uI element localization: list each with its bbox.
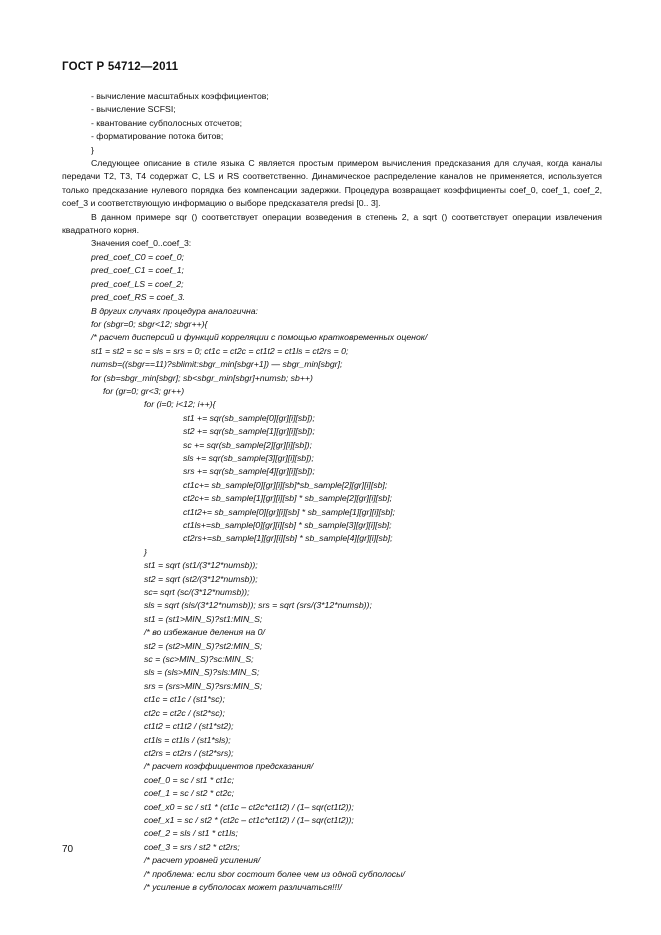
code-line: ct2rs+=sb_sample[1][gr][i][sb] * sb_sample[4][gr][i][sb]; bbox=[183, 533, 393, 544]
code-line: pred_coef_LS = coef_2; bbox=[91, 278, 184, 289]
code-line: /* усиление в субполосах может различаться!!!/ bbox=[144, 881, 342, 892]
code-line: } bbox=[144, 546, 147, 557]
code-line: srs = (srs>MIN_S)?srs:MIN_S; bbox=[144, 680, 263, 691]
page-body bbox=[62, 90, 602, 894]
code-line: ct2c = ct2c / (st2*sc); bbox=[144, 707, 225, 718]
code-line: pred_coef_RS = coef_3. bbox=[91, 292, 185, 303]
code-line: st1 = (st1>MIN_S)?st1:MIN_S; bbox=[144, 613, 263, 624]
code-line: st1 += sqr(sb_sample[0][gr][i][sb]); bbox=[183, 412, 315, 423]
code-line: st2 += sqr(sb_sample[1][gr][i][sb]); bbox=[183, 426, 315, 437]
code-line: ct1ls+=sb_sample[0][gr][i][sb] * sb_sample[3][gr][i][sb]; bbox=[183, 520, 392, 530]
code-line: В других случаях процедура аналогична: bbox=[91, 305, 258, 316]
code-line: st2 = sqrt (st2/(3*12*numsb)); bbox=[144, 573, 258, 584]
code-line: sls = sqrt (sls/(3*12*numsb)); srs = sqrt (srs/(3*12*numsb)); bbox=[144, 600, 372, 611]
code-line: ct1c = ct1c / (st1*sc); bbox=[144, 694, 225, 705]
code-line: for (sbgr=0; sbgr<12; sbgr++){ bbox=[91, 318, 208, 329]
code-line: coef_0 = sc / st1 * ct1c; bbox=[144, 774, 235, 785]
code-line: sls += sqr(sb_sample[3][gr][i][sb]); bbox=[183, 452, 314, 463]
code-line: st1 = sqrt (st1/(3*12*numsb)); bbox=[144, 560, 258, 571]
code-line: coef_1 = sc / st2 * ct2c; bbox=[144, 788, 235, 799]
list-item: } bbox=[91, 144, 94, 155]
code-listing bbox=[62, 237, 602, 894]
code-line: sls = (sls>MIN_S)?sls:MIN_S; bbox=[144, 667, 260, 678]
code-line: st2 = (st2>MIN_S)?st2:MIN_S; bbox=[144, 640, 263, 651]
code-line: coef_2 = sls / st1 * ct1ls; bbox=[144, 828, 238, 839]
code-line: srs += sqr(sb_sample[4][gr][i][sb]); bbox=[183, 466, 315, 477]
list-item: - квантование субполосных отсчетов; bbox=[91, 117, 243, 128]
code-line: pred_coef_C1 = coef_1; bbox=[91, 265, 184, 276]
page-number: 70 bbox=[62, 844, 74, 855]
code-line: ct1t2 = ct1t2 / (st1*st2); bbox=[144, 721, 234, 732]
code-line: ct1ls = ct1ls / (st1*sls); bbox=[144, 734, 231, 745]
paragraph-sqr-note: В данном примере sqr () соответствует операции возведения в степень 2, а sqrt () соответствует операции извлечения квадратного корня. bbox=[62, 211, 602, 236]
code-line: sc= sqrt (sc/(3*12*numsb)); bbox=[144, 587, 250, 598]
list-item: - вычисление SCFSI; bbox=[91, 104, 176, 115]
code-line: /* расчет уровней усиления/ bbox=[144, 855, 261, 866]
code-line: sc += sqr(sb_sample[2][gr][i][sb]); bbox=[183, 439, 312, 450]
code-line: /* расчет дисперсий и функций корреляции с помощью кратковременных оценок/ bbox=[91, 332, 428, 343]
code-line: ct1c+= sb_sample[0][gr][i][sb]*sb_sample[2][gr][i][sb]; bbox=[183, 479, 388, 490]
code-line: sc = (sc>MIN_S)?sc:MIN_S; bbox=[144, 654, 254, 665]
code-line: coef_3 = srs / st2 * ct2rs; bbox=[144, 841, 240, 852]
code-line: ct2c+= sb_sample[1][gr][i][sb] * sb_sample[2][gr][i][sb]; bbox=[183, 493, 393, 504]
code-line: for (i=0; i<12; i++){ bbox=[144, 399, 216, 410]
list-item: - вычисление масштабных коэффициентов; bbox=[91, 91, 269, 101]
code-line: coef_x1 = sc / st2 * (ct2c – ct1c*ct1t2) / (1– sqr(ct1t2)); bbox=[144, 814, 354, 825]
code-line: numsb=((sbgr==11)?sblimit:sbgr_min[sbgr+1]) — sbgr_min[sbgr]; bbox=[91, 359, 343, 370]
code-line: for (gr=0; gr<3; gr++) bbox=[103, 385, 185, 396]
code-line: pred_coef_C0 = coef_0; bbox=[91, 251, 184, 262]
step-list bbox=[62, 90, 602, 157]
code-line: ct1t2+= sb_sample[0][gr][i][sb] * sb_sample[1][gr][i][sb]; bbox=[183, 506, 395, 517]
paragraph-description: Следующее описание в стиле языка C является простым примером вычисления предсказания для случая, когда каналы передачи T2, T3, T4 содержат C, LS и RS соответственно. Динамическое распределение каналов не применяется, используется только предсказание нулевого порядка без компенсации задержки. Процедура возвращает коэффициенты coef_0, coef_1, coef_2, coef_3 и соответствующую информацию о выборе предсказателя predsi [0.. 3]. bbox=[62, 158, 602, 209]
code-line: /* во избежание деления на 0/ bbox=[144, 627, 265, 638]
code-line: ct2rs = ct2rs / (st2*srs); bbox=[144, 747, 234, 758]
code-line: /* расчет коэффициентов предсказания/ bbox=[144, 761, 314, 772]
code-line: /* проблема: если sbor состоит более чем из одной субполосы/ bbox=[144, 868, 405, 879]
code-line: coef_x0 = sc / st1 * (ct1c – ct2c*ct1t2) / (1– sqr(ct1t2)); bbox=[144, 801, 354, 812]
code-line: st1 = st2 = sc = sls = srs = 0; ct1c = ct2c = ct1t2 = ct1ls = ct2rs = 0; bbox=[91, 345, 349, 356]
code-line: for (sb=sbgr_min[sbgr]; sb<sbgr_min[sbgr]+numsb; sb++) bbox=[91, 372, 313, 383]
code-line: Значения coef_0..coef_3: bbox=[91, 238, 192, 249]
list-item: - форматирование потока битов; bbox=[91, 131, 224, 142]
document-header: ГОСТ Р 54712—2011 bbox=[62, 61, 179, 73]
